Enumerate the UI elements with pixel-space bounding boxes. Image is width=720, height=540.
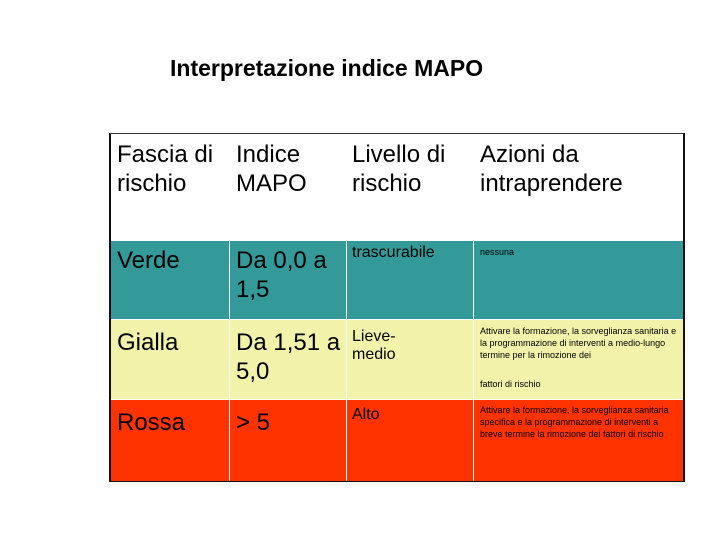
row-indice: Da 1,51 a 5,0 [236,329,341,385]
column-divider [229,399,230,481]
column-divider [473,399,474,481]
row-indice: > 5 [236,409,271,436]
row-azioni [473,319,685,399]
mapo-table [109,133,685,482]
column-divider [346,319,347,399]
header-livello: Livello di rischio [352,141,446,197]
column-divider [229,319,230,399]
row-fascia: Rossa [117,409,186,436]
table-header-row [111,134,683,241]
row-livello: trascurabile [352,244,435,261]
row-azioni: Attivare la formazione, la sorveglianza sanitaria specifica e la programmazione di interventi a breve termine la rimozione dei fattori di rischio [480,405,669,439]
row-azioni: nessuna [480,247,515,257]
row-azioni-text-extra: fattori di rischio [480,379,541,389]
table-row [111,241,683,319]
header-fascia: Fascia di rischio [117,141,214,197]
row-azioni-text: Attivare la formazione, la sorveglianza sanitaria e la programmazione di interventi a medio-lungo termine per la rimozione dei [480,326,677,360]
column-divider [346,399,347,481]
row-livello: Alto [352,406,380,423]
table-row [111,399,683,481]
row-livello: Lieve-medio [352,328,396,363]
header-azioni: Azioni da intraprendere [480,141,623,197]
page-title: Interpretazione indice MAPO [170,55,484,81]
row-indice: Da 0,0 a 1,5 [236,247,327,303]
table-row [111,319,683,399]
column-divider [229,241,230,319]
row-fascia: Verde [117,247,180,274]
column-divider [346,241,347,319]
column-divider [473,319,474,399]
column-divider [473,241,474,319]
header-indice: Indice MAPO [236,141,307,197]
row-fascia: Gialla [117,329,179,356]
